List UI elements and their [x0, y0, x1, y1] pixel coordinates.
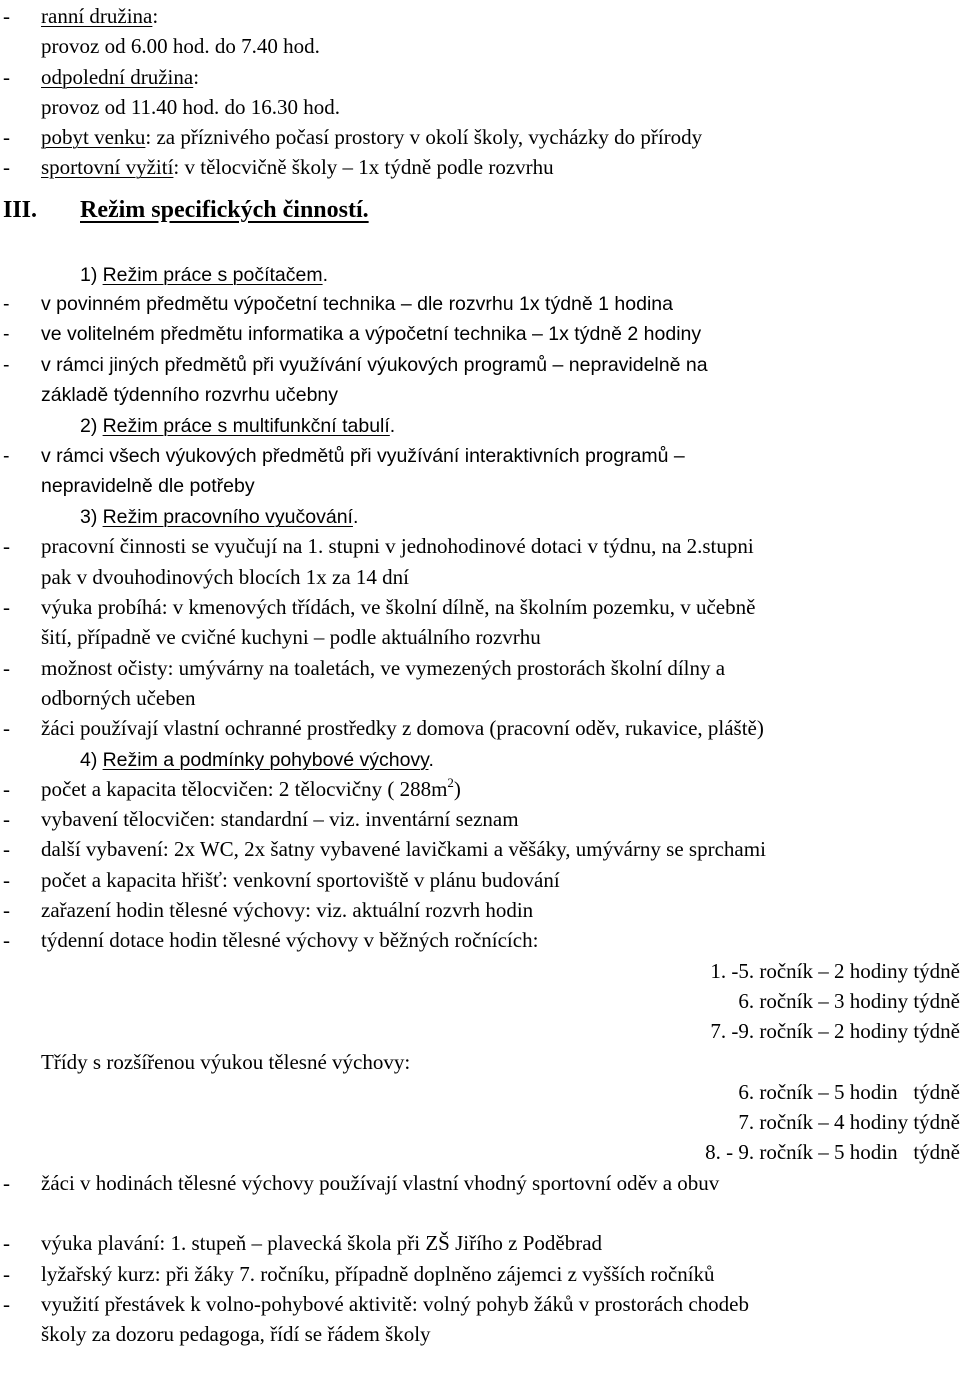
hours-row: 6. ročník – 5 hodin týdně	[738, 1079, 960, 1104]
item-text: lyžařský kurz: při žáky 7. ročníku, případně doplněno zájemci z vyšších ročníků	[41, 1261, 715, 1286]
item-label: ranní družina	[41, 4, 153, 28]
item-label: odpolední družina	[41, 64, 194, 89]
list-item: - lyžařský kurz: při žáky 7. ročníku, případně doplněno zájemci z vyšších ročníků	[0, 1259, 960, 1289]
list-item: - týdenní dotace hodin tělesné výchovy v běžných ročnících:	[0, 925, 960, 955]
list-item	[0, 1, 960, 31]
list-item: - výuka probíhá: v kmenových třídách, ve školní dílně, na školním pozemku, v učebně	[0, 592, 960, 622]
list-item: - v rámci všech výukových předmětů při využívání interaktivních programů –	[0, 441, 960, 471]
item-text: možnost očisty: umývárny na toaletách, ve vymezených prostorách školní dílny a	[41, 655, 726, 680]
item-text: žáci používají vlastní ochranné prostředky z domova (pracovní oděv, rukavice, pláště)	[41, 716, 764, 741]
subsection-title: Režim práce s multifunkční tabulí	[102, 415, 390, 438]
item-text: školy za dozoru pedagoga, řídí se řádem školy	[41, 1322, 431, 1347]
subsection-heading: 1) Režim práce s počítačem.	[80, 263, 329, 286]
superscript: 2	[447, 774, 454, 790]
list-item: - zařazení hodin tělesné výchovy: viz. aktuální rozvrh hodin	[0, 895, 960, 925]
item-text: pracovní činnosti se vyučují na 1. stupni v jednohodinové dotaci v týdnu, na 2.stupni	[41, 534, 754, 559]
list-item-continuation	[0, 622, 960, 652]
subsection-list	[0, 289, 960, 410]
list-item: - počet a kapacita hřišť: venkovní sportoviště v plánu budování	[0, 865, 960, 895]
list-item-continuation	[0, 31, 960, 61]
list-item-continuation	[0, 471, 960, 501]
list-item: - ve volitelném předmětu informatika a výpočetní technika – 1x týdně 2 hodiny	[0, 319, 960, 349]
item-suffix: : za příznivého počasí prostory v okolí školy, vycházky do přírody	[145, 125, 703, 150]
list-item-continuation	[0, 92, 960, 122]
item-label: sportovní vyžití	[41, 155, 174, 180]
item-text: ve volitelném předmětu informatika a výpočetní technika – 1x týdně 2 hodiny	[41, 323, 702, 346]
list-item-continuation	[0, 683, 960, 713]
item-text: výuka plavání: 1. stupeň – plavecká škola při ZŠ Jiřího z Poděbrad	[41, 1231, 603, 1256]
subsection-number: 1)	[80, 263, 98, 286]
extended-classes-label: Třídy s rozšířenou výukou tělesné výchovy:	[41, 1049, 411, 1074]
subsection-list	[0, 774, 960, 1198]
subsection-heading: 2) Režim práce s multifunkční tabulí.	[80, 415, 396, 438]
item-text: provoz od 6.00 hod. do 7.40 hod.	[41, 34, 320, 59]
list-item: - vybavení tělocvičen: standardní – viz. inventární seznam	[0, 804, 960, 834]
item-text: šití, případně ve cvičné kuchyni – podle aktuálního rozvrhu	[41, 625, 541, 650]
item-text: počet a kapacita hřišť: venkovní sportoviště v plánu budování	[41, 867, 560, 892]
subsection-number: 2)	[80, 415, 98, 438]
hours-extended-list	[0, 1077, 960, 1168]
item-text: počet a kapacita tělocvičen: 2 tělocvičny ( 288m	[41, 776, 448, 801]
list-item: - žáci v hodinách tělesné výchovy používají vlastní vhodný sportovní oděv a obuv	[0, 1168, 960, 1198]
list-item: - v rámci jiných předmětů při využívání výukových programů – nepravidelně na	[0, 350, 960, 380]
list-item: - žáci používají vlastní ochranné prostředky z domova (pracovní oděv, rukavice, pláště)	[0, 713, 960, 743]
item-text: týdenní dotace hodin tělesné výchovy v běžných ročnících:	[41, 928, 539, 953]
list-item-continuation	[0, 380, 960, 410]
list-item: - v povinném předmětu výpočetní technika – dle rozvrhu 1x týdně 1 hodina	[0, 289, 960, 319]
subsection-title: Režim pracovního vyučování	[102, 506, 353, 529]
list-item: - možnost očisty: umývárny na toaletách, ve vymezených prostorách školní dílny a	[0, 653, 960, 683]
hours-standard-list	[0, 956, 960, 1047]
subsection-title: Režim a podmínky pohybové výchovy	[102, 748, 429, 771]
item-text: pak v dvouhodinových blocích 1x za 14 dní	[41, 564, 410, 589]
hours-row: 7. ročník – 4 hodiny týdně	[738, 1110, 960, 1135]
hours-row: 1. -5. ročník – 2 hodiny týdně	[710, 958, 960, 983]
list-dash: -	[3, 125, 10, 150]
subsection-list	[0, 441, 960, 502]
subsection-list	[0, 531, 960, 743]
item-text: v rámci jiných předmětů při využívání výukových programů – nepravidelně na	[41, 353, 708, 376]
subsection-title: Režim práce s počítačem	[102, 263, 323, 286]
document-page	[0, 1, 960, 1349]
item-text: žáci v hodinách tělesné výchovy používají vlastní vhodný sportovní oděv a obuv	[41, 1170, 720, 1195]
section-title: Režim specifických činností.	[80, 196, 369, 223]
hours-row: 6. ročník – 3 hodiny týdně	[738, 988, 960, 1013]
subsection-heading: 3) Režim pracovního vyučování.	[80, 506, 359, 529]
list-item	[0, 62, 960, 92]
item-text: využití přestávek k volno-pohybové aktivitě: volný pohyb žáků v prostorách chodeb	[41, 1291, 750, 1316]
item-text: výuka probíhá: v kmenových třídách, ve školní dílně, na školním pozemku, v učebně	[41, 595, 756, 620]
list-item: - využití přestávek k volno-pohybové aktivitě: volný pohyb žáků v prostorách chodeb	[0, 1289, 960, 1319]
list-item-continuation	[0, 1319, 960, 1349]
item-text: základě týdenního rozvrhu učebny	[41, 383, 339, 406]
item-text: další vybavení: 2x WC, 2x šatny vybavené lavičkami a věšáky, umývárny se sprchami	[41, 837, 766, 862]
item-suffix: :	[152, 4, 159, 28]
list-item: - pracovní činnosti se vyučují na 1. stupni v jednohodinové dotaci v týdnu, na 2.stupni	[0, 531, 960, 561]
hours-row: 8. - 9. ročník – 5 hodin týdně	[705, 1140, 960, 1165]
item-text: odborných učeben	[41, 685, 196, 710]
list-dash: -	[3, 155, 10, 180]
subsection-heading: 4) Režim a podmínky pohybové výchovy.	[80, 748, 434, 771]
list-item	[0, 152, 960, 182]
list-item	[0, 122, 960, 152]
hours-row: 7. -9. ročník – 2 hodiny týdně	[710, 1019, 960, 1044]
item-label: pobyt venku	[41, 125, 146, 150]
final-list	[0, 1228, 960, 1349]
list-item: - výuka plavání: 1. stupeň – plavecká škola při ZŠ Jiřího z Poděbrad	[0, 1228, 960, 1258]
list-item: - další vybavení: 2x WC, 2x šatny vybavené lavičkami a věšáky, umývárny se sprchami	[0, 834, 960, 864]
list-dash: -	[3, 4, 10, 28]
subsection-number: 4)	[80, 748, 98, 771]
list-dash: -	[3, 64, 10, 89]
item-text: v rámci všech výukových předmětů při využívání interaktivních programů –	[41, 444, 685, 467]
item-text: v povinném předmětu výpočetní technika – dle rozvrhu 1x týdně 1 hodina	[41, 293, 673, 316]
item-text: zařazení hodin tělesné výchovy: viz. aktuální rozvrh hodin	[41, 898, 534, 923]
list-item-continuation	[0, 562, 960, 592]
list-item: - počet a kapacita tělocvičen: 2 tělocvičny ( $288m^2$)	[3, 774, 461, 801]
item-suffix: : v tělocvičně školy – 1x týdně podle rozvrhu	[173, 155, 554, 180]
section-druzina-list	[0, 1, 960, 183]
item-text: nepravidelně dle potřeby	[41, 474, 255, 497]
item-text: vybavení tělocvičen: standardní – viz. inventární seznam	[41, 807, 519, 832]
item-text: provoz od 11.40 hod. do 16.30 hod.	[41, 94, 341, 119]
subsection-number: 3)	[80, 506, 98, 529]
item-suffix: :	[193, 64, 200, 89]
section-heading	[0, 183, 960, 245]
section-number: III.	[3, 196, 38, 223]
